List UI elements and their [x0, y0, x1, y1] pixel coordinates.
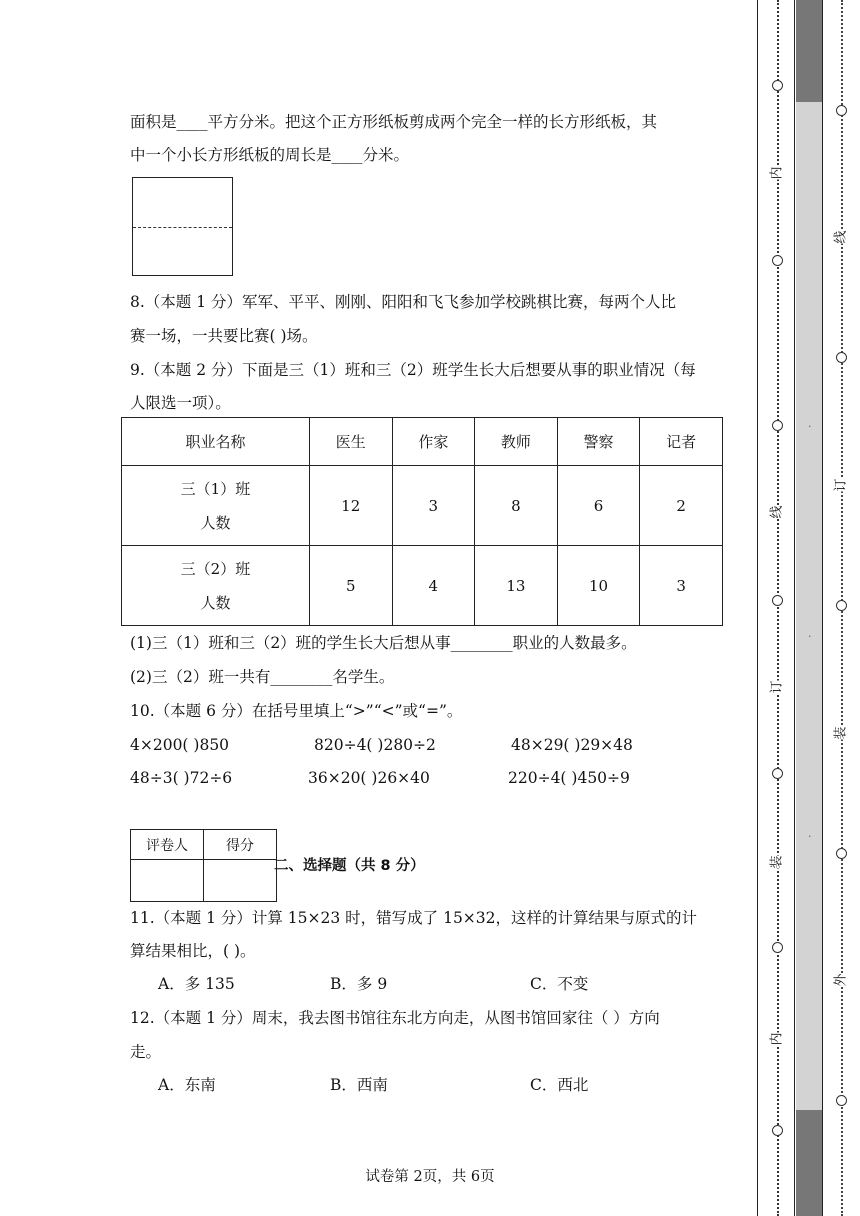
grading-box: [130, 829, 277, 902]
binding-hole-circle: [836, 1095, 847, 1106]
q9-sub1: (1)三（1）班和三（2）班的学生长大后想从事________职业的人数最多。: [130, 634, 637, 652]
table-cell: 8: [475, 466, 558, 546]
q10-item: 220÷4( )450÷9: [508, 769, 630, 787]
q9-line1: 9.（本题 2 分）下面是三（1）班和三（2）班学生长大后想要从事的职业情况（每: [130, 361, 696, 379]
table-cell: 3: [392, 466, 475, 546]
margin-label: 线: [769, 505, 785, 519]
binding-hole-circle: [772, 1125, 783, 1136]
binding-hole-circle: [772, 420, 783, 431]
margin-dot: ·: [808, 630, 812, 643]
row-label: 三（1）班 人数: [122, 466, 310, 546]
binding-hole-circle: [772, 942, 783, 953]
row-label: 三（2）班 人数: [122, 546, 310, 626]
table-row: [122, 466, 723, 546]
q12-option-a: A．东南: [158, 1076, 216, 1094]
q8-line1: 8.（本题 1 分）军军、平平、刚刚、阳阳和飞飞参加学校跳棋比赛，每两个人比: [130, 293, 677, 311]
margin-label: 装: [769, 855, 785, 869]
margin-dot: ·: [808, 420, 812, 433]
q11-option-c: C．不变: [530, 975, 589, 993]
binding-hole-circle: [836, 352, 847, 363]
q10-item: 48×29( )29×48: [511, 736, 633, 754]
table-header-row: [122, 418, 723, 466]
page-footer: 试卷第 2页，共 6页: [365, 1169, 495, 1185]
table-header-cell: 医生: [309, 418, 392, 466]
q11-option-a: A．多 135: [158, 975, 235, 993]
table-cell: 12: [309, 466, 392, 546]
margin-label: 装: [833, 726, 849, 740]
table-cell: 4: [392, 546, 475, 626]
table-cell: 5: [309, 546, 392, 626]
table-cell: 3: [640, 546, 723, 626]
margin-label: 内: [769, 166, 785, 180]
q12-option-c: C．西北: [530, 1076, 589, 1094]
binding-hole-circle: [836, 105, 847, 116]
table-cell: 10: [557, 546, 640, 626]
binding-hole-circle: [836, 600, 847, 611]
binding-hole-circle: [772, 80, 783, 91]
q10-item: 820÷4( )280÷2: [314, 736, 436, 754]
table-cell: 6: [557, 466, 640, 546]
table-header-cell: 警察: [557, 418, 640, 466]
margin-label: 订: [769, 680, 785, 694]
cut-line: [133, 227, 232, 228]
table-cell: 13: [475, 546, 558, 626]
q10-item: 4×200( )850: [130, 736, 230, 754]
q10-item: 36×20( )26×40: [308, 769, 430, 787]
q11-line2: 算结果相比，( )。: [130, 942, 256, 960]
q11-option-b: B．多 9: [330, 975, 388, 993]
q12-line1: 12.（本题 1 分）周末，我去图书馆往东北方向走，从图书馆回家往（ ）方向: [130, 1009, 660, 1027]
q8-line2: 赛一场，一共要比赛( )场。: [130, 327, 318, 345]
q7-line1: 面积是____平方分米。把这个正方形纸板剪成两个完全一样的长方形纸板，其: [130, 113, 658, 131]
table-row: [122, 546, 723, 626]
margin-label: 线: [833, 230, 849, 244]
margin-band-bottom: [796, 1110, 822, 1216]
grader-field: [131, 860, 204, 902]
margin-label: 订: [833, 478, 849, 492]
section-title: 二、选择题（共 8 分）: [274, 858, 425, 874]
q10-line: 10.（本题 6 分）在括号里填上“>”“<”或“=”。: [130, 702, 463, 720]
q9-sub2: (2)三（2）班一共有________名学生。: [130, 668, 395, 686]
binding-hole-circle: [772, 255, 783, 266]
margin-rule: [794, 0, 795, 1216]
table-cell: 2: [640, 466, 723, 546]
q10-item: 48÷3( )72÷6: [130, 769, 233, 787]
square-board-figure: [132, 177, 233, 276]
score-field: [204, 860, 277, 902]
binding-hole-circle: [772, 595, 783, 606]
margin-band-top: [796, 0, 822, 102]
margin-label: 外: [833, 973, 849, 987]
margin-rule: [822, 0, 823, 1216]
q12-option-b: B．西南: [330, 1076, 388, 1094]
table-header-cell: 教师: [475, 418, 558, 466]
binding-hole-circle: [772, 768, 783, 779]
margin-border-left: [757, 0, 758, 1216]
q12-line2: 走。: [130, 1043, 162, 1061]
q7-line2: 中一个小长方形纸板的周长是____分米。: [130, 146, 410, 164]
score-label: 得分: [204, 830, 277, 860]
margin-label: 内: [769, 1032, 785, 1046]
table-header-cell: 记者: [640, 418, 723, 466]
margin-band-middle: [796, 102, 822, 1110]
career-table: [121, 417, 723, 626]
margin-dot: ·: [808, 830, 812, 843]
binding-hole-circle: [836, 848, 847, 859]
q11-line1: 11.（本题 1 分）计算 15×23 时，错写成了 15×32，这样的计算结果与原式的计: [130, 909, 698, 927]
table-header-cell: 作家: [392, 418, 475, 466]
grader-label: 评卷人: [131, 830, 204, 860]
table-header-cell: 职业名称: [122, 418, 310, 466]
q9-line2: 人限选一项）。: [130, 394, 231, 412]
